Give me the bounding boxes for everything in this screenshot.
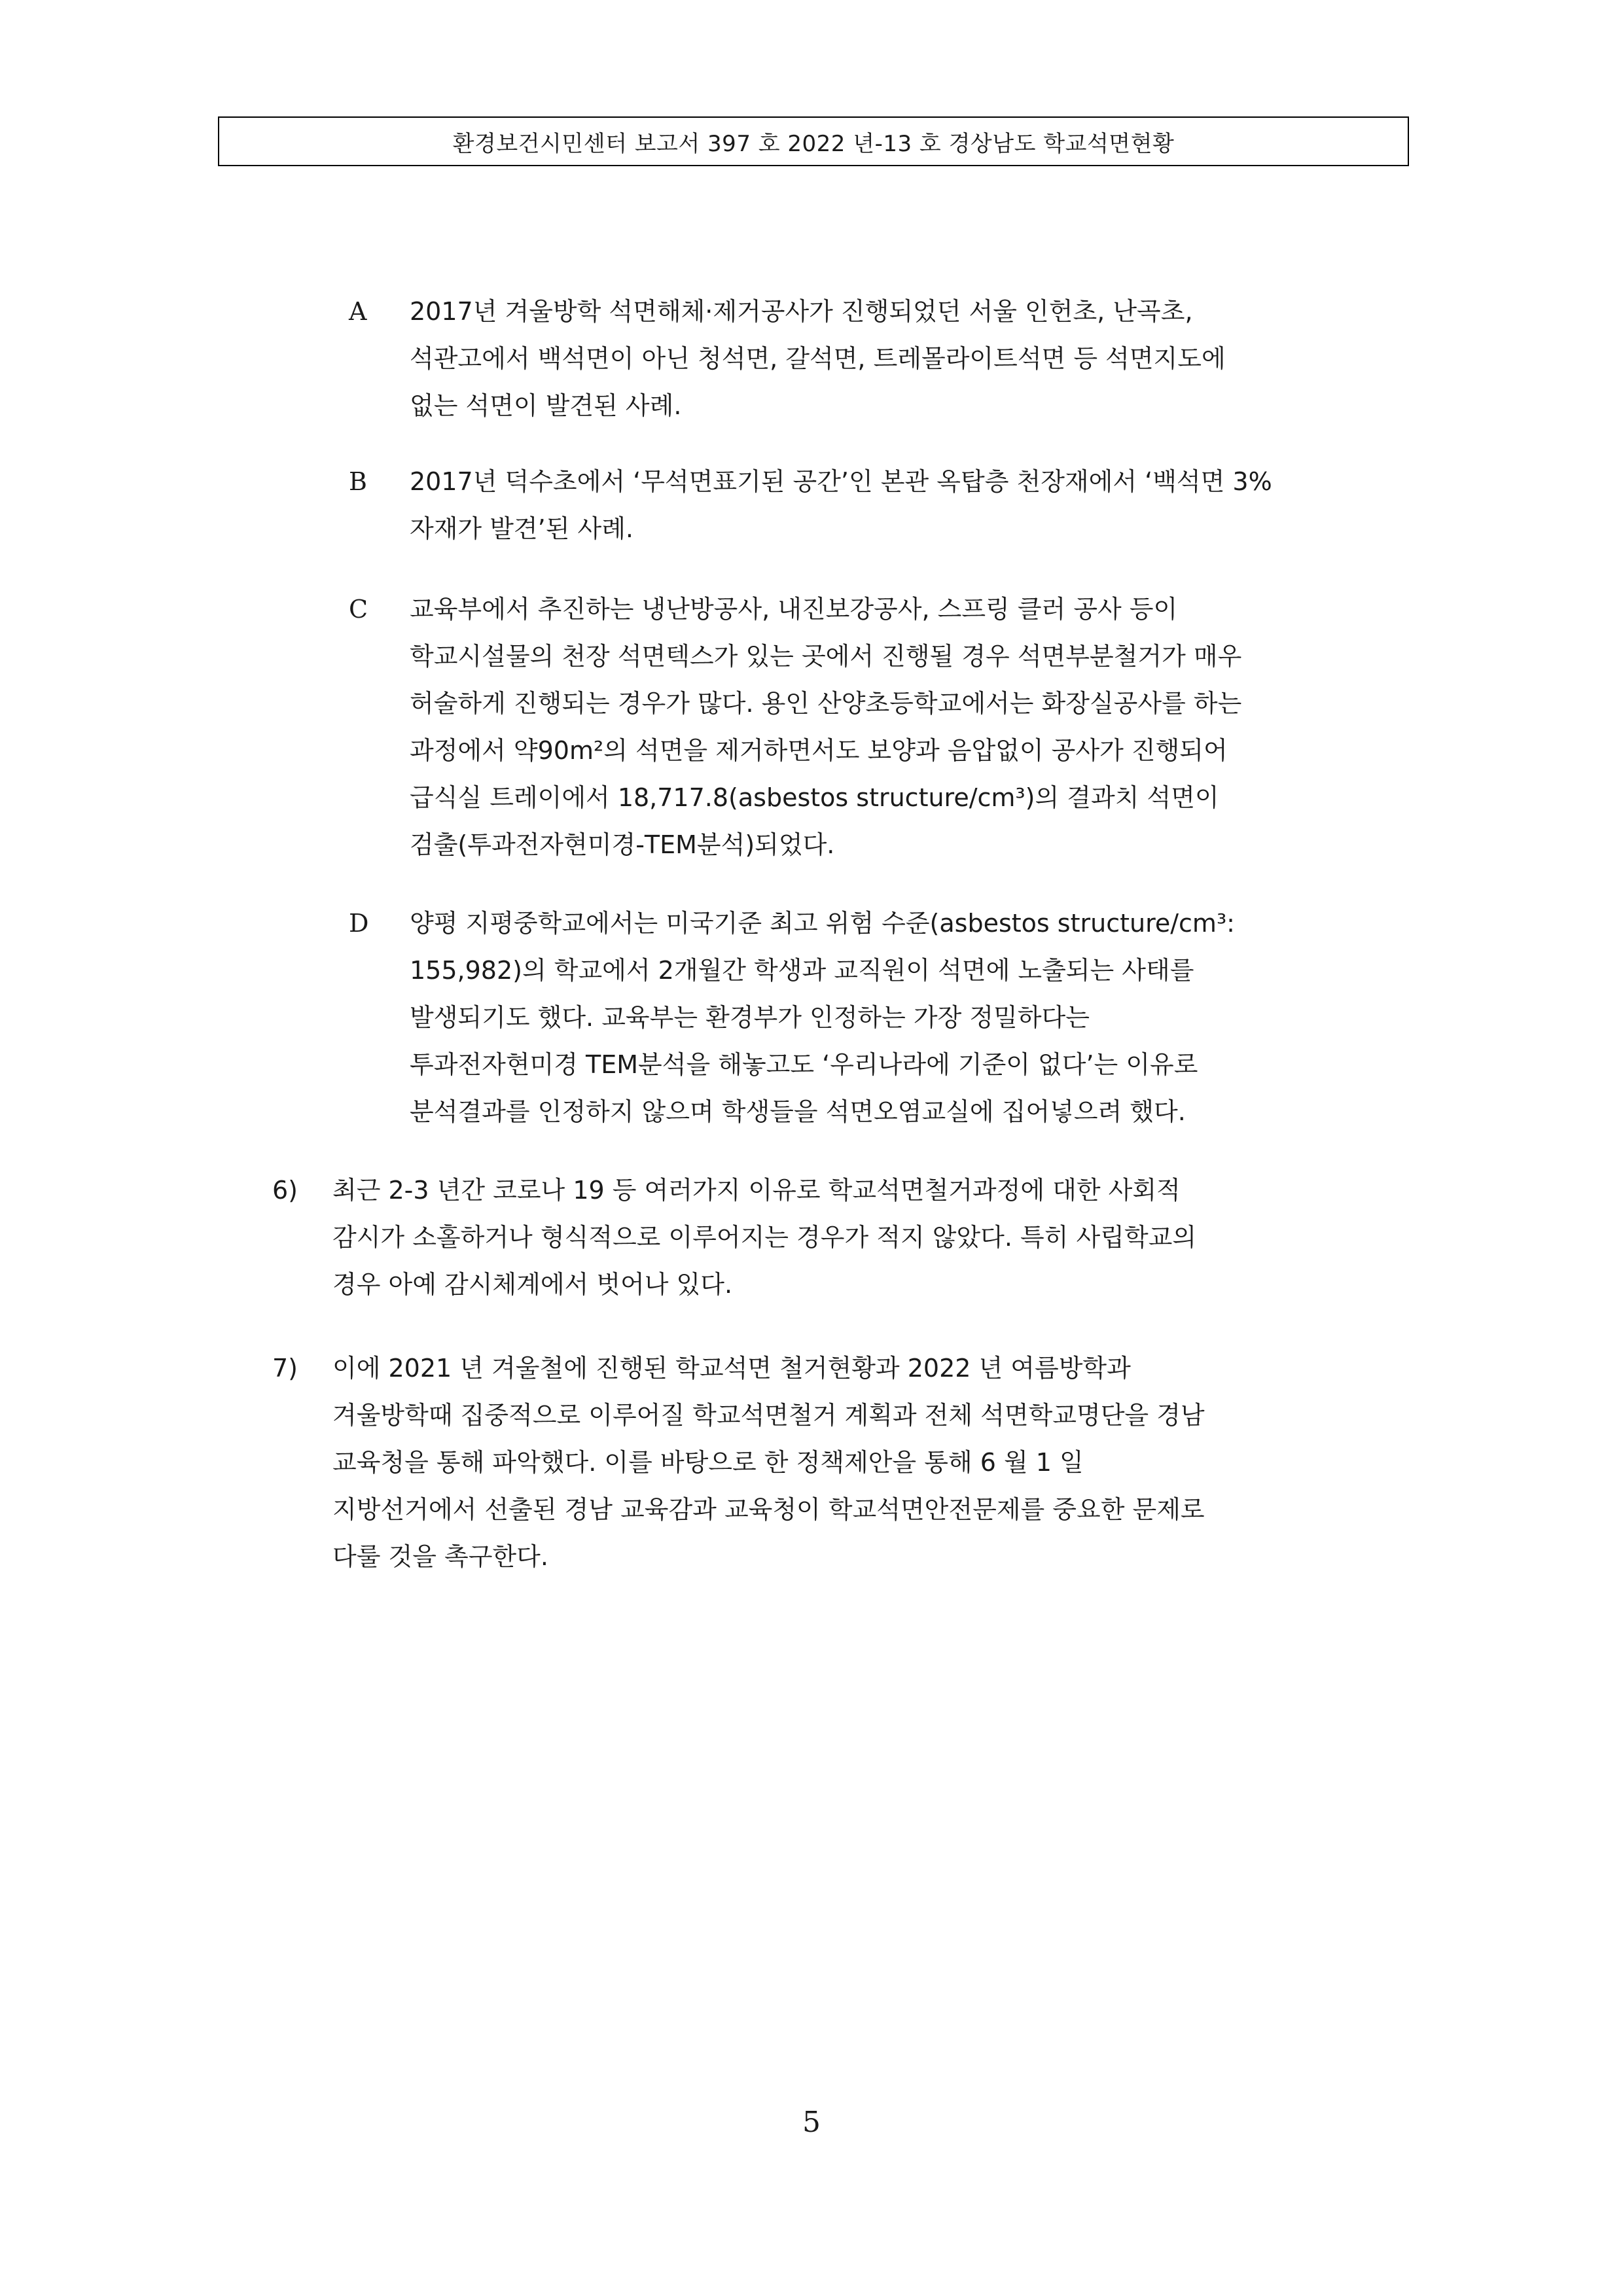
text-line: 겨울방학때 집중적으로 이루어질 학교석면철거 계획과 전체 석면학교명단을 경남 xyxy=(332,1401,1205,1430)
sub-item-letter: A xyxy=(349,297,367,326)
text-line: 2017년 겨울방학 석면해체·제거공사가 진행되었던 서울 인헌초, 난곡초, xyxy=(410,297,1193,326)
numbered-item-label: 6) xyxy=(272,1176,298,1205)
text-line: 자재가 발견’된 사례. xyxy=(410,514,633,543)
text-line: 학교시설물의 천장 석면텍스가 있는 곳에서 진행될 경우 석면부분철거가 매우 xyxy=(410,642,1242,671)
sub-item-letter: D xyxy=(349,909,369,938)
numbered-item-label: 7) xyxy=(272,1354,298,1383)
sub-item-text xyxy=(410,586,1241,868)
sub-item-letter: C xyxy=(349,595,368,624)
report-header-title: 환경보건시민센터 보고서 397 호 2022 년-13 호 경상남도 학교석면현황 xyxy=(452,130,1175,157)
text-line: 없는 석면이 발견된 사례. xyxy=(410,391,682,420)
text-line: 양평 지평중학교에서는 미국기준 최고 위험 수준(asbestos structure/cm³: xyxy=(410,909,1235,938)
text-line: 발생되기도 했다. 교육부는 환경부가 인정하는 가장 정밀하다는 xyxy=(410,1003,1090,1032)
text-line: 교육청을 통해 파악했다. 이를 바탕으로 한 정책제안을 통해 6 월 1 일 xyxy=(332,1448,1084,1477)
numbered-item-text xyxy=(332,1167,1196,1308)
sub-item-text xyxy=(410,288,1226,429)
text-line: 2017년 덕수초에서 ‘무석면표기된 공간’인 본관 옥탑층 천장재에서 ‘백석면 3% xyxy=(410,467,1272,496)
text-line: 과정에서 약90m²의 석면을 제거하면서도 보양과 음압없이 공사가 진행되어 xyxy=(410,736,1228,765)
text-line: 석관고에서 백석면이 아닌 청석면, 갈석면, 트레몰라이트석면 등 석면지도에 xyxy=(410,344,1226,373)
numbered-item-text xyxy=(332,1345,1205,1580)
report-header-box xyxy=(218,116,1409,166)
text-line: 급식실 트레이에서 18,717.8(asbestos structure/cm³)의 결과치 석면이 xyxy=(410,783,1219,812)
page-number: 5 xyxy=(802,2106,821,2139)
text-line: 교육부에서 추진하는 냉난방공사, 내진보강공사, 스프링 클러 공사 등이 xyxy=(410,595,1178,624)
text-line: 검출(투과전자현미경-TEM분석)되었다. xyxy=(410,830,835,859)
text-line: 최근 2-3 년간 코로나 19 등 여러가지 이유로 학교석면철거과정에 대한 사회적 xyxy=(332,1176,1181,1205)
text-line: 분석결과를 인정하지 않으며 학생들을 석면오염교실에 집어넣으려 했다. xyxy=(410,1097,1186,1126)
sub-item-text xyxy=(410,900,1235,1135)
text-line: 투과전자현미경 TEM분석을 해놓고도 ‘우리나라에 기준이 없다’는 이유로 xyxy=(410,1050,1198,1079)
text-line: 지방선거에서 선출된 경남 교육감과 교육청이 학교석면안전문제를 중요한 문제로 xyxy=(332,1495,1205,1524)
sub-item-letter: B xyxy=(349,467,367,496)
sub-item-text xyxy=(410,458,1272,552)
text-line: 이에 2021 년 겨울철에 진행된 학교석면 철거현황과 2022 년 여름방학과 xyxy=(332,1354,1131,1383)
text-line: 다룰 것을 촉구한다. xyxy=(332,1542,548,1571)
text-line: 155,982)의 학교에서 2개월간 학생과 교직원이 석면에 노출되는 사태를 xyxy=(410,956,1194,985)
text-line: 감시가 소홀하거나 형식적으로 이루어지는 경우가 적지 않았다. 특히 사립학교의 xyxy=(332,1223,1197,1252)
text-line: 허술하게 진행되는 경우가 많다. 용인 산양초등학교에서는 화장실공사를 하는 xyxy=(410,689,1242,718)
text-line: 경우 아예 감시체계에서 벗어나 있다. xyxy=(332,1270,733,1299)
